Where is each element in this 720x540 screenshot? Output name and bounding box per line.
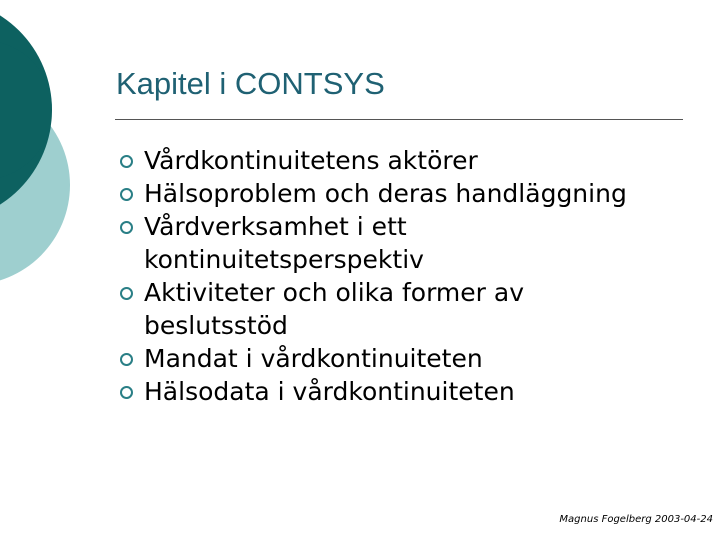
footer-author-date: Magnus Fogelberg 2003-04-24 [559,514,713,525]
hollow-circle-bullet-icon [120,221,133,234]
bullet-item [118,177,638,210]
hollow-circle-bullet-icon [120,155,133,168]
decorative-circles [0,0,120,300]
bullet-item [118,144,638,177]
hollow-circle-bullet-icon [120,386,133,399]
title-divider [115,119,683,120]
hollow-circle-bullet-icon [120,353,133,366]
slide-title: Kapitel i CONTSYS [116,66,385,101]
bullet-text: Vårdkontinuitetens aktörer [144,146,478,175]
hollow-circle-bullet-icon [120,188,133,201]
bullet-item [118,276,638,342]
bullet-list [118,144,638,408]
bullet-text: Aktiviteter och olika former av beslutsstöd [144,278,524,340]
bullet-text: Hälsodata i vårdkontinuiteten [144,377,515,406]
bullet-item [118,342,638,375]
bullet-item [118,375,638,408]
bullet-item [118,210,638,276]
bullet-text: Vårdverksamhet i ett kontinuitetsperspektiv [144,212,424,274]
bullet-text: Mandat i vårdkontinuiteten [144,344,483,373]
bullet-text: Hälsoproblem och deras handläggning [144,179,627,208]
hollow-circle-bullet-icon [120,287,133,300]
